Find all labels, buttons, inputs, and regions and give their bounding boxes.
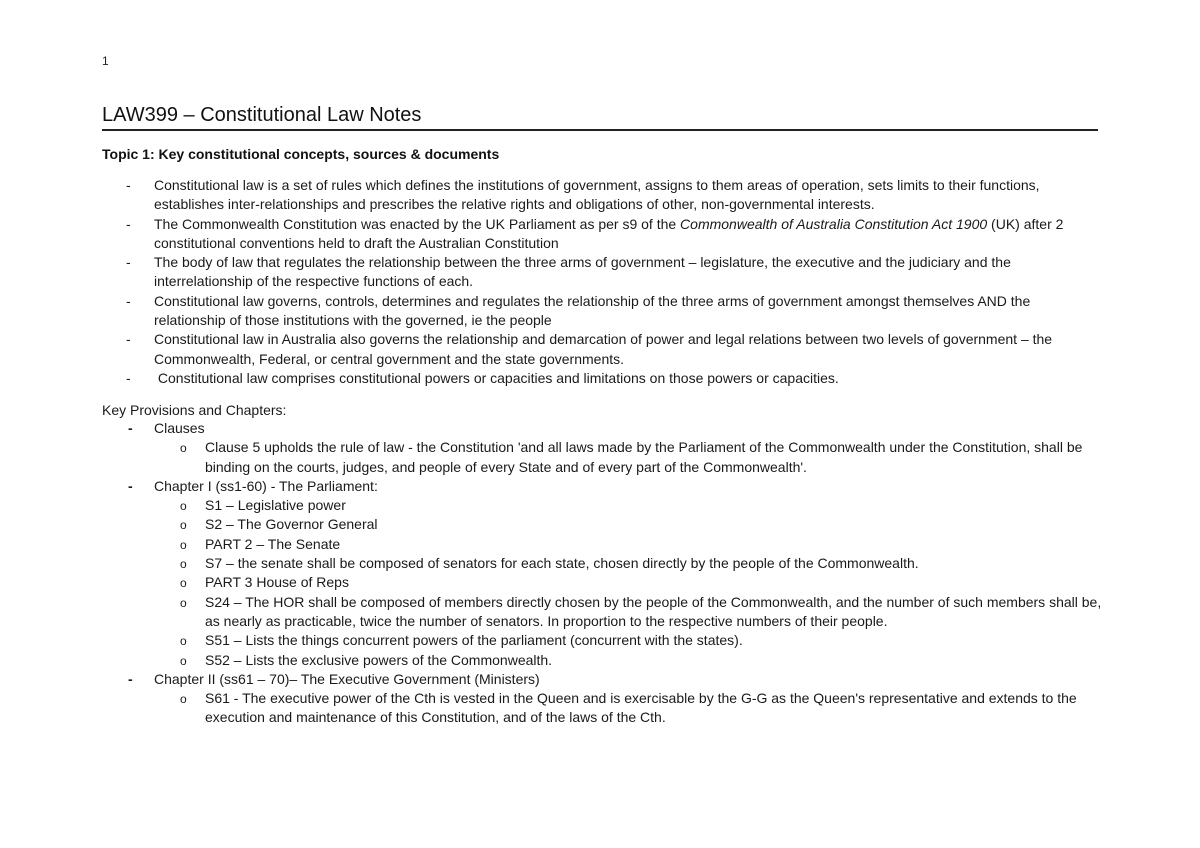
dash-bullet: - xyxy=(128,670,133,687)
provision-item-text: S7 – the senate shall be composed of senators for each state, chosen directly by the people of the Commonwealth. xyxy=(205,555,919,572)
provision-item xyxy=(154,593,1102,632)
provision-item-text: PART 2 – The Senate xyxy=(205,535,341,552)
intro-point-text: Constitutional law is a set of rules which defines the institutions of government, assigns to them areas of operation, sets limits to their functions, establishes inter-relationships and prescribes the relative rights and obligations of other, non-governmental interests. xyxy=(154,177,1040,213)
provision-item-text: S52 – Lists the exclusive powers of the Commonwealth. xyxy=(205,651,553,668)
provision-item-text: S1 – Legislative power xyxy=(205,497,346,514)
chapter-2-sub-list xyxy=(154,689,1102,728)
circle-bullet: o xyxy=(180,576,187,591)
provision-item-text: S24 – The HOR shall be composed of members directly chosen by the people of the Commonwealth, and the number of such members shall be, as nearly as practicable, twice the number of senators. In proportion to the respective numbers of their people. xyxy=(205,593,1102,629)
intro-point xyxy=(102,215,1102,254)
provision-item xyxy=(154,554,1102,573)
provision-group-label: Chapter II (ss61 – 70)– The Executive Government (Ministers) xyxy=(154,670,540,687)
intro-point xyxy=(102,176,1102,215)
intro-point xyxy=(102,369,1102,388)
dash-bullet: - xyxy=(128,477,133,494)
provision-item xyxy=(154,515,1102,534)
provision-item-text: Clause 5 upholds the rule of law - the Constitution 'and all laws made by the Parliament of the Commonwealth under the Constitution, shall be binding on the courts, judges, and people of every State and of every part of the Commonwealth'. xyxy=(205,439,1083,475)
provisions-list xyxy=(102,419,1102,728)
circle-bullet: o xyxy=(180,692,187,707)
circle-bullet: o xyxy=(180,653,187,668)
topic-heading: Topic 1: Key constitutional concepts, sources & documents xyxy=(102,146,500,162)
clauses-sub-list xyxy=(154,438,1102,477)
dash-bullet: - xyxy=(126,331,131,348)
circle-bullet: o xyxy=(180,518,187,533)
circle-bullet: o xyxy=(180,441,187,456)
provision-item-text: PART 3 House of Reps xyxy=(205,574,349,591)
provision-item-text: S2 – The Governor General xyxy=(205,516,378,533)
circle-bullet: o xyxy=(180,537,187,552)
provision-item xyxy=(154,631,1102,650)
dash-bullet: - xyxy=(126,177,131,193)
provision-group-chapter-2 xyxy=(102,670,1102,728)
provision-item-text: S61 - The executive power of the Cth is vested in the Queen and is exercisable by the G-G as the Queen's representative and extends to the execution and maintenance of this Constitution, and of the laws of the Cth. xyxy=(205,690,1077,726)
intro-point xyxy=(102,253,1102,292)
chapter-1-sub-list xyxy=(154,496,1102,670)
provision-group-label: Clauses xyxy=(154,420,205,436)
intro-point-text: The body of law that regulates the relationship between the three arms of government – legislature, the executive and the judiciary and the interrelationship of the respective functions of each. xyxy=(154,254,1011,290)
dash-bullet: - xyxy=(126,215,131,232)
provision-item xyxy=(154,496,1102,515)
provision-item xyxy=(154,438,1102,477)
intro-point-text: Constitutional law governs, controls, determines and regulates the relationship of the three arms of government amongst themselves AND the relationship of those institutions with the governed, ie the people xyxy=(154,292,1031,329)
provision-item xyxy=(154,573,1102,592)
circle-bullet: o xyxy=(180,634,187,649)
page-number: 1 xyxy=(102,54,109,68)
dash-bullet: - xyxy=(126,369,131,386)
provision-group-chapter-1 xyxy=(102,477,1102,670)
intro-point xyxy=(102,292,1102,331)
act-citation: Commonwealth of Australia Constitution Act 1900 xyxy=(680,215,988,232)
intro-point-text: (UK) after 2 constitutional conventions held to draft the Australian Constitution xyxy=(154,215,1064,251)
circle-bullet: o xyxy=(180,557,187,572)
circle-bullet: o xyxy=(180,595,187,610)
document-title: LAW399 – Constitutional Law Notes xyxy=(102,102,1098,131)
dash-bullet: - xyxy=(126,254,131,271)
circle-bullet: o xyxy=(180,499,187,514)
provision-item-text: S51 – Lists the things concurrent powers of the parliament (concurrent with the states). xyxy=(205,632,743,649)
provision-item xyxy=(154,651,1102,670)
provisions-heading: Key Provisions and Chapters: xyxy=(102,402,287,418)
intro-point-text: The Commonwealth Constitution was enacted by the UK Parliament as per s9 of the xyxy=(154,215,681,232)
dash-bullet: - xyxy=(128,420,133,436)
intro-points-list xyxy=(102,176,1102,388)
intro-point-text: Constitutional law comprises constitutional powers or capacities and limitations on those powers or capacities. xyxy=(154,369,839,386)
dash-bullet: - xyxy=(126,292,131,309)
intro-point-text: Constitutional law in Australia also governs the relationship and demarcation of power and legal relations between two levels of government – the Commonwealth, Federal, or central government and the state governments. xyxy=(154,331,1053,367)
intro-point xyxy=(102,330,1102,369)
provision-item xyxy=(154,689,1102,728)
provision-item xyxy=(154,535,1102,554)
provision-group-clauses xyxy=(102,419,1102,477)
provision-group-label: Chapter I (ss1-60) - The Parliament: xyxy=(154,477,378,494)
